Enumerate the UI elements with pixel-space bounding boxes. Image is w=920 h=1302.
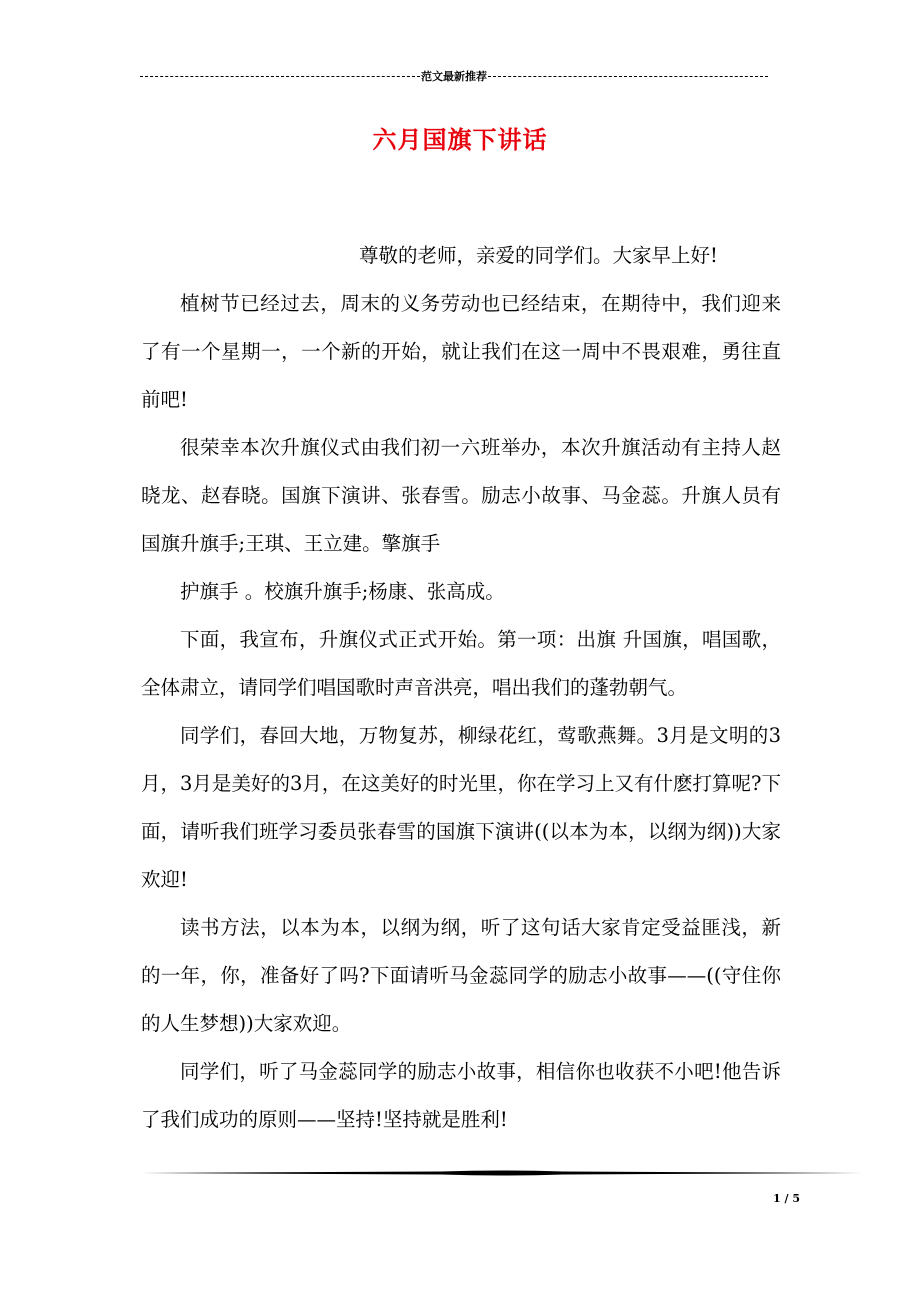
page-header — [140, 66, 768, 86]
page-number: 1 / 5 — [773, 1192, 800, 1205]
body-paragraph: 护旗手 。校旗升旗手;杨康、张高成。 — [180, 580, 505, 603]
body-paragraph: 读书方法，以本为本，以纲为纲，听了这句话大家肯定受益匪浅，新的一年，你，准备好了吗?下面请听马金蕊同学的励志小故事——((守住你的人生梦想))大家欢迎。 — [141, 916, 781, 1035]
header-dash-right — [488, 76, 768, 77]
greeting-paragraph: 尊敬的老师，亲爱的同学们。大家早上好! — [359, 244, 718, 267]
footer-rule — [141, 1168, 863, 1178]
body-paragraph: 植树节已经过去，周末的义务劳动也已经结束，在期待中，我们迎来了有一个星期一，一个新的开始，就让我们在这一周中不畏艰难，勇往直前吧! — [141, 292, 781, 411]
body-paragraph: 下面，我宣布，升旗仪式正式开始。第一项：出旗 升国旗，唱国歌，全体肃立，请同学们唱国歌时声音洪亮，唱出我们的蓬勃朝气。 — [141, 628, 781, 699]
body-paragraph: 很荣幸本次升旗仪式由我们初一六班举办，本次升旗活动有主持人赵晓龙、赵春晓。国旗下演讲、张春雪。励志小故事、马金蕊。升旗人员有国旗升旗手;王琪、王立建。擎旗手 — [141, 436, 781, 555]
header-dash-left — [140, 76, 420, 77]
document-title: 六月国旗下讲话 — [372, 125, 548, 154]
document-body — [141, 232, 781, 1144]
body-paragraph: 同学们，春回大地，万物复苏，柳绿花红，莺歌燕舞。3月是文明的3月，3月是美好的3月，在这美好的时光里，你在学习上又有什麽打算呢?下面，请听我们班学习委员张春雪的国旗下演讲((以本为本，以纲为纲))大家欢迎! — [141, 724, 781, 891]
body-paragraph: 同学们，听了马金蕊同学的励志小故事，相信你也收获不小吧!他告诉了我们成功的原则——坚持!坚持就是胜利! — [141, 1060, 781, 1131]
header-label: 范文最新推荐 — [421, 70, 487, 83]
